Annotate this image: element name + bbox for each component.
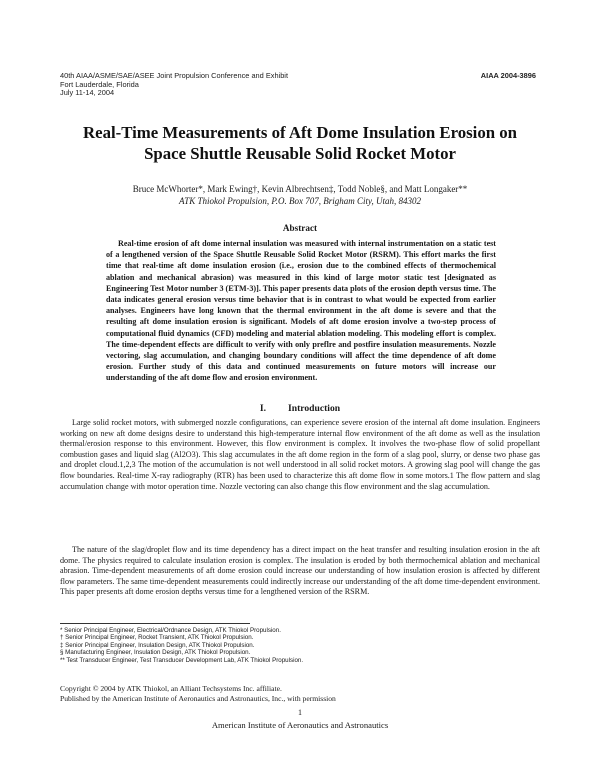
title-line-2: Space Shuttle Reusable Solid Rocket Motor [144,144,456,163]
footnote: § Manufacturing Engineer, Insulation Design, ATK Thiokol Propulsion. [60,649,251,657]
copyright-notice [60,684,540,703]
conference-date: July 11-14, 2004 [60,88,115,98]
footnote-divider [60,623,250,624]
intro-paragraph-2: The nature of the slag/droplet flow and its time dependency has a direct impact on the heat transfer and resulting insulation erosion in the aft dome. The physics required to calculate insulation erosion is complex. The insulation is eroded by both thermochemical ablation and mechanical abrasion. Time-dependent measurements of aft dome erosion could increase our understanding of how insulation erosion is affected by different flow parameters. The same time-dependent measurements could indirectly increase our understanding of the aft dome time-dependent environment. This paper presents aft dome erosion depths versus time for a lengthened version of the RSRM. [60,545,540,597]
conference-name: 40th AIAA/ASME/SAE/ASEE Joint Propulsion Conference and Exhibit [60,71,289,80]
copyright-line-1: Copyright © 2004 by ATK Thiokol, an Alliant Techsystems Inc. affiliate. [60,684,282,693]
conference-location: Fort Lauderdale, Florida [60,79,139,89]
author-affiliation: ATK Thiokol Propulsion, P.O. Box 707, Brigham City, Utah, 84302 [179,196,421,206]
title-line-1: Real-Time Measurements of Aft Dome Insulation Erosion on [83,123,517,142]
paper-number: AIAA 2004-3896 [480,71,536,80]
author-list: Bruce McWhorter*, Mark Ewing†, Kevin Albrechtsen‡, Todd Noble§, and Matt Longaker** [132,184,468,194]
conference-header [60,72,288,98]
footnote: * Senior Principal Engineer, Electrical/Ordnance Design, ATK Thiokol Propulsion. [60,627,281,634]
section-title: Introduction [288,403,341,414]
abstract-heading: Abstract [282,223,318,233]
publisher-footer: American Institute of Aeronautics and Astronautics [211,720,389,730]
footnotes [60,627,540,664]
abstract-text: Real-time erosion of aft dome internal insulation was measured with internal instrumentation on a static test of a lengthened version of the Space Shuttle Reusable Solid Rocket Motor (RSRM). This effort marks the first time that real-time aft dome insulation erosion (i.e., erosion due to the combined effects of thermochemical ablation and mechanical abrasion) was measured in this kind of large motor static test [designated as Engineering Test Motor number 3 (ETM-3)]. This paper presents data plots of the erosion depth versus time. The data indicates general erosion versus time behavior that is in contrast to what would be expected from earlier analyses. Engineers have long known that the thermal environment in the aft dome is severe and that the resulting aft dome insulation erosion is significant. Models of aft dome erosion involve a two-step process of computational fluid dynamics (CFD) modeling and material ablation modeling. This modeling effort is complex. The time-dependent effects are difficult to verify with only preflre and postfire insulation measurements. Nozzle vectoring, slag accumulation, and changing boundary conditions will affect the time dependence of aft dome erosion. Further study of this data and continued measurements on future motors will increase our understanding of the aft dome flow and erosion environment. [106,239,496,383]
section-number: I. [259,403,267,414]
footnote: ‡ Senior Principal Engineer, Insulation Design, ATK Thiokol Propulsion. [60,641,255,649]
copyright-line-2: Published by the American Institute of Aeronautics and Astronautics, Inc., with permission [60,693,336,703]
intro-paragraph-1: Large solid rocket motors, with submerged nozzle configurations, can experience severe erosion of the internal aft dome insulation. Engineers working on new aft dome designs desire to understand this high-temperature internal flow environment of the aft dome as well as the insulation thermal/erosion response to this environment. However, this flow environment is complex. It involves the two-phase flow of solid propellant combustion gases and liquid slag (Al2O3). This slag accumulates in the aft dome region in the form of a slag pool, slurry, or dense two phase gas and droplet cloud.1,2,3 The motion of the accumulation is not well understood in all solid rocket motors. A growing slag pool will change the gas flow boundaries. Real-time X-ray radiography (RTR) has been used to characterize this aft dome flow in some motors.1 The flow pattern and slag accumulation change with motor operation time. Nozzle vectoring can also change this flow environment and the slag accumulation. [60,418,540,491]
footnote: ** Test Transducer Engineer, Test Transducer Development Lab, ATK Thiokol Propulsion. [60,656,304,664]
footnote: † Senior Principal Engineer, Rocket Transient, ATK Thiokol Propulsion. [60,634,254,642]
section-heading [0,403,600,414]
paper-title [40,122,560,164]
page-number: 1 [298,708,302,717]
